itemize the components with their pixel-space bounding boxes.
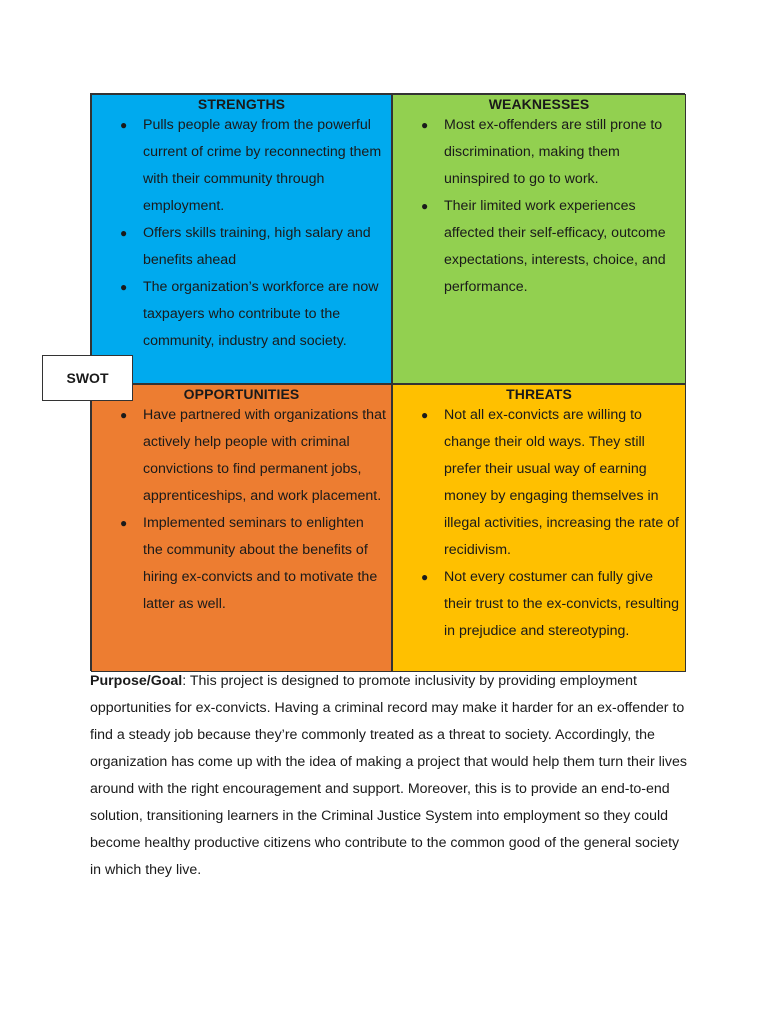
strengths-list [92, 112, 391, 355]
weaknesses-list [393, 112, 685, 301]
purpose-paragraph [90, 668, 690, 884]
list-item-text: Most ex-offenders are still prone to discrimination, making them uninspired to go to work. [444, 117, 663, 187]
opportunities-quadrant [91, 384, 392, 672]
bullet-icon: ● [120, 226, 128, 240]
list-item-text: Have partnered with organizations that actively help people with criminal convictions to find permanent jobs, apprenticeships, and work placement. [143, 407, 386, 504]
list-item [92, 220, 391, 274]
list-item [92, 510, 391, 618]
threats-list [393, 402, 685, 645]
list-item-text: Offers skills training, high salary and benefits ahead [143, 225, 371, 268]
list-item [92, 274, 391, 355]
threats-quadrant [392, 384, 686, 672]
strengths-title: STRENGTHS [197, 96, 286, 112]
bullet-icon: ● [421, 199, 429, 213]
list-item [393, 402, 685, 564]
list-item-text: Pulls people away from the powerful current of crime by reconnecting them with their community through employment. [143, 117, 382, 214]
threats-title: THREATS [506, 386, 572, 402]
list-item [393, 193, 685, 301]
bullet-icon: ● [421, 570, 429, 584]
list-item-text: Not all ex-convicts are willing to change their old ways. They still prefer their usual way of earning money by engaging themselves in illegal activities, increasing the rate of recidivism. [444, 407, 680, 558]
list-item [393, 564, 685, 645]
list-item [92, 402, 391, 510]
purpose-text: : This project is designed to promote inclusivity by providing employment opportunities for ex-convicts. Having a criminal record may make it harder for an ex-offender to find a steady job because they’re commonly treated as a threat to society. Accordingly, the organization has come up with the idea of making a project that would help them turn their lives around with the right encouragement and support. Moreover, this is to provide an end-to-end solution, transitioning learners in the Criminal Justice System into employment so they could become healthy productive citizens who contribute to the common good of the general society in which they live. [90, 673, 687, 878]
opportunities-list [92, 402, 391, 618]
bullet-icon: ● [421, 118, 429, 132]
bullet-icon: ● [120, 118, 128, 132]
swot-label: SWOT [42, 355, 133, 401]
bullet-icon: ● [120, 408, 128, 422]
list-item-text: The organization’s workforce are now taxpayers who contribute to the community, industry and society. [143, 279, 379, 349]
list-item-text: Not every costumer can fully give their trust to the ex-convicts, resulting in prejudice and stereotyping. [444, 569, 679, 639]
purpose-lead: Purpose/Goal [90, 673, 183, 689]
bullet-icon: ● [120, 516, 128, 530]
swot-matrix [90, 93, 685, 671]
bullet-icon: ● [421, 408, 429, 422]
list-item-text: Implemented seminars to enlighten the community about the benefits of hiring ex-convicts and to motivate the latter as well. [143, 515, 378, 612]
list-item [393, 112, 685, 193]
weaknesses-title: WEAKNESSES [488, 96, 590, 112]
opportunities-title: OPPORTUNITIES [183, 386, 300, 402]
list-item-text: Their limited work experiences affected their self-efficacy, outcome expectations, interests, choice, and performance. [444, 198, 666, 295]
list-item [92, 112, 391, 220]
weaknesses-quadrant [392, 94, 686, 384]
strengths-quadrant [91, 94, 392, 384]
bullet-icon: ● [120, 280, 128, 294]
